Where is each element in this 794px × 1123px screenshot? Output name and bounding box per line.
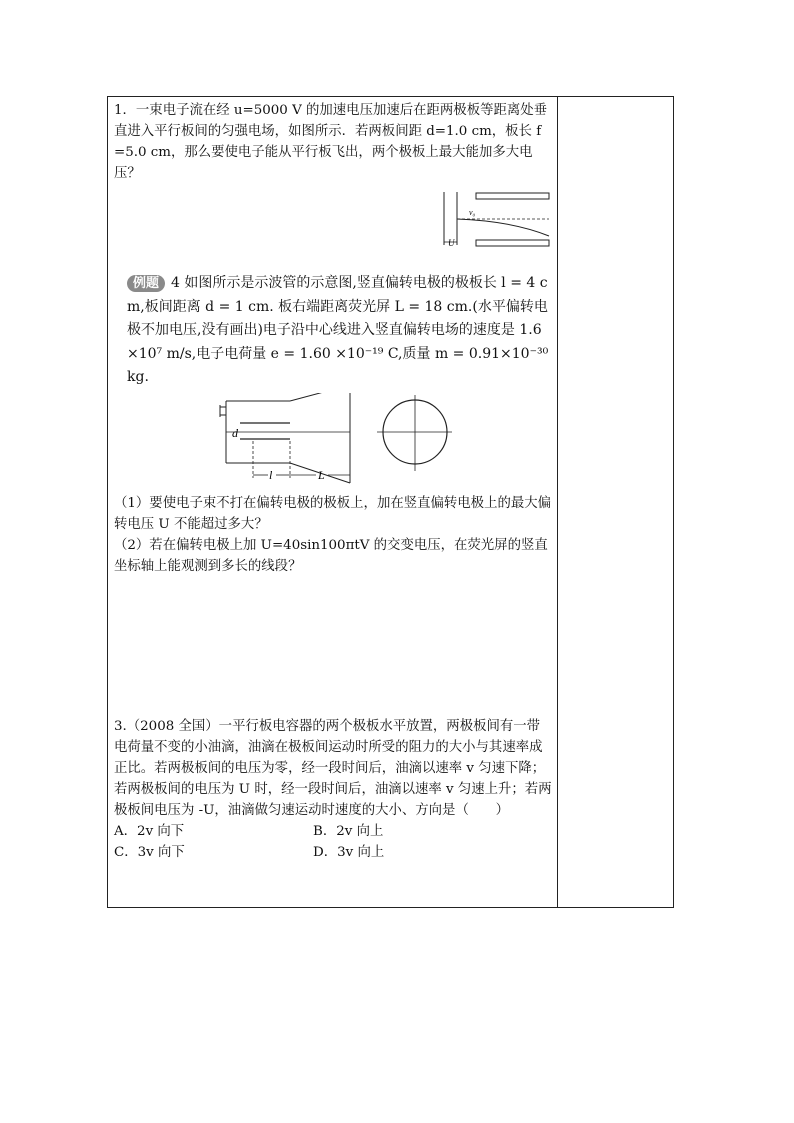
options-row-2 (114, 842, 552, 863)
column-divider (557, 97, 558, 907)
option-a: A．2v 向下 (114, 824, 185, 839)
question-3 (114, 716, 552, 863)
question-3-text: 3.（2008 全国）一平行板电容器的两个极板水平放置，两极板间有一带电荷量不变的小油滴，油滴在极板间运动时所受的阻力的大小与其速率成正比。若两极板间的电压为零，经一段时间后，油滴以速率 v 匀速下降；若两极板间的电压为 U 时，经一段时间后，油滴以速率 v 匀速上升；若两极板间电压为 -U，油滴做匀速运动时速度的大小、方向是（ ） (114, 719, 552, 818)
worksheet-table (107, 96, 674, 908)
options-row-1 (114, 821, 552, 842)
l-label: l (269, 468, 273, 482)
example-number: 4 (171, 275, 180, 291)
big-l-label: L (318, 468, 325, 482)
example-badge: 例题 (127, 275, 165, 292)
question-1 (114, 100, 552, 184)
oscilloscope-tube-figure (212, 393, 452, 488)
example-4-text: 如图所示是示波管的示意图,竖直偏转电极的极板长 l = 4 cm,板间距离 d = 1 cm. 板右端距离荧光屏 L = 18 cm.(水平偏转电极不加电压,没有画出)电子沿中心线进入竖直偏转电场的速度是 1.6×10⁷ m/s,电子电荷量 e = 1.60 ×10⁻¹⁹ C,质量 m = 0.91×10⁻³⁰ kg. (127, 275, 549, 385)
question-1-text: 1．一束电子流在经 u=5000 V 的加速电压加速后在距两极板等距离处垂直进入平行板间的匀强电场，如图所示．若两板间距 d=1.0 cm，板长 f=5.0 cm，那么要使电子能从平行板飞出，两个极板上最大能加多大电压？ (114, 103, 548, 181)
option-d: D．3v 向上 (313, 845, 385, 860)
u-label: U (448, 238, 455, 248)
subquestion-2: （2）若在偏转电极上加 U=40sin100πtV 的交变电压，在荧光屏的竖直坐标轴上能观测到多长的线段？ (114, 538, 548, 574)
d-label: d (232, 426, 238, 440)
example-4 (127, 272, 552, 390)
subquestion-1: （1）要使电子束不打在偏转电极的极板上，加在竖直偏转电极上的最大偏转电压 U 不能超过多大？ (114, 496, 552, 532)
option-b: B．2v 向上 (313, 824, 384, 839)
v0-label: v₀ (469, 208, 476, 217)
parallel-plate-figure (442, 190, 552, 252)
option-c: C．3v 向下 (114, 845, 185, 860)
example-4-subquestions (114, 493, 552, 577)
